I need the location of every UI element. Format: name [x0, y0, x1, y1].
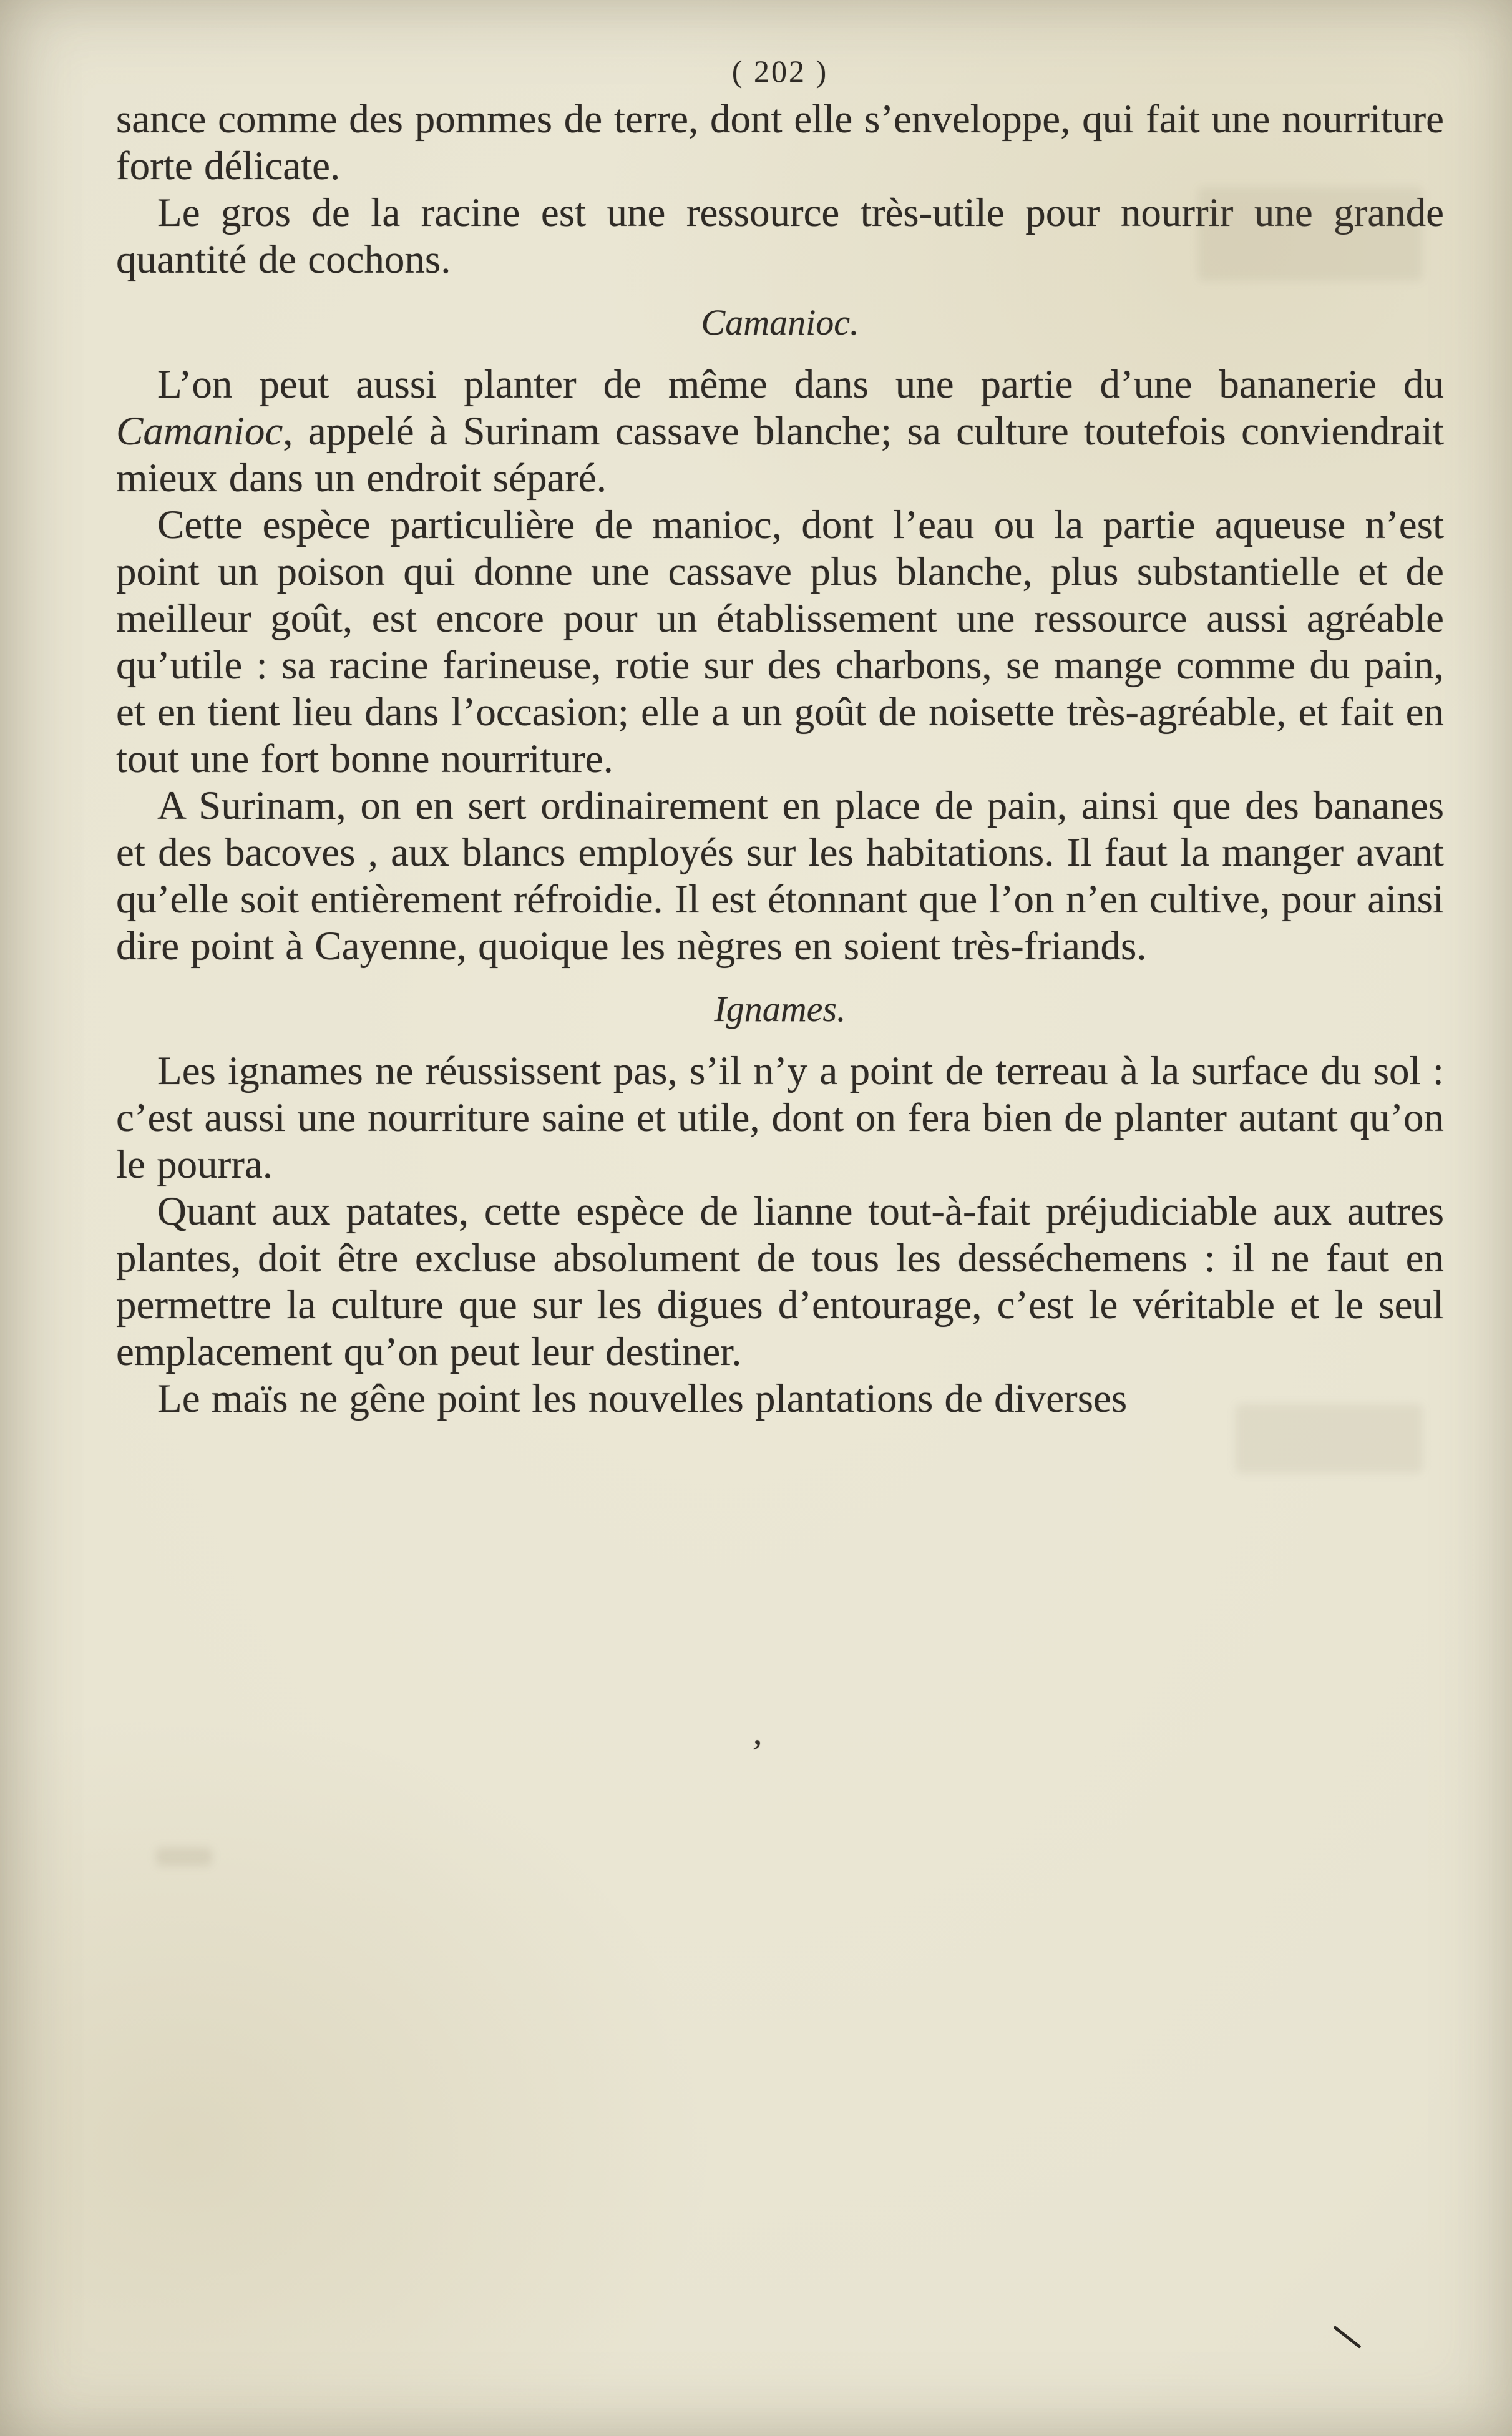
pen-stroke-mark: [1333, 2326, 1362, 2349]
paragraph: Le gros de la racine est une ressource très-utile pour nourrir une grande quantité de cochons.: [116, 190, 1444, 282]
paragraph: Quant aux patates, cette espèce de lianne tout-à-fait préjudiciable aux autres plantes, doit être excluse absolument de tous les desséchemens : il ne faut en permettre la culture que sur les digues d’entourage, c’est le véritable et le seul emplacement qu’on peut leur destiner.: [116, 1189, 1444, 1374]
text-column: [116, 54, 1444, 1422]
ink-blot-mark: ’: [748, 1731, 765, 1774]
text-segment: , appelé à Surinam cassave blanche; sa culture toutefois conviendrait mieux dans un endroit séparé.: [116, 409, 1444, 501]
paragraph: [116, 361, 1444, 502]
paragraph: Les ignames ne réussissent pas, s’il n’y a point de terreau à la surface du sol : c’est aussi une nourriture saine et utile, dont on fera bien de planter autant qu’on le pourra.: [116, 1049, 1444, 1187]
text-segment: L’on peut aussi planter de même dans une partie d’une bananerie du: [157, 362, 1444, 407]
paragraph: Le maïs ne gêne point les nouvelles plantations de diverses: [157, 1376, 1128, 1421]
section-heading-camanioc: Camanioc.: [701, 302, 859, 343]
paragraph-continuation: sance comme des pommes de terre, dont elle s’enveloppe, qui fait une nourriture forte délicate.: [116, 97, 1444, 188]
section-heading-ignames: Ignames.: [714, 989, 846, 1029]
paper-stain: [156, 1847, 212, 1866]
paragraph: Cette espèce particulière de manioc, dont l’eau ou la partie aqueuse n’est point un poison qui donne une cassave plus blanche, plus substantielle et de meilleur goût, est encore pour un établissement une ressource aussi agréable qu’utile : sa racine farineuse, rotie sur des charbons, se mange comme du pain, et en tient lieu dans l’occasion; elle a un goût de noisette très-agréable, et fait en tout une fort bonne nourriture.: [116, 502, 1444, 781]
paragraph: A Surinam, on en sert ordinairement en place de pain, ainsi que des bananes et des bacoves , aux blancs employés sur les habitations. Il faut la manger avant qu’elle soit entièrement réfroidie. Il est étonnant que l’on n’en cultive, pour ainsi dire point à Cayenne, quoique les nègres en soient très-friands.: [116, 783, 1444, 969]
page-number: ( 202 ): [731, 54, 829, 89]
text-segment-italic: Camanioc: [116, 409, 283, 454]
